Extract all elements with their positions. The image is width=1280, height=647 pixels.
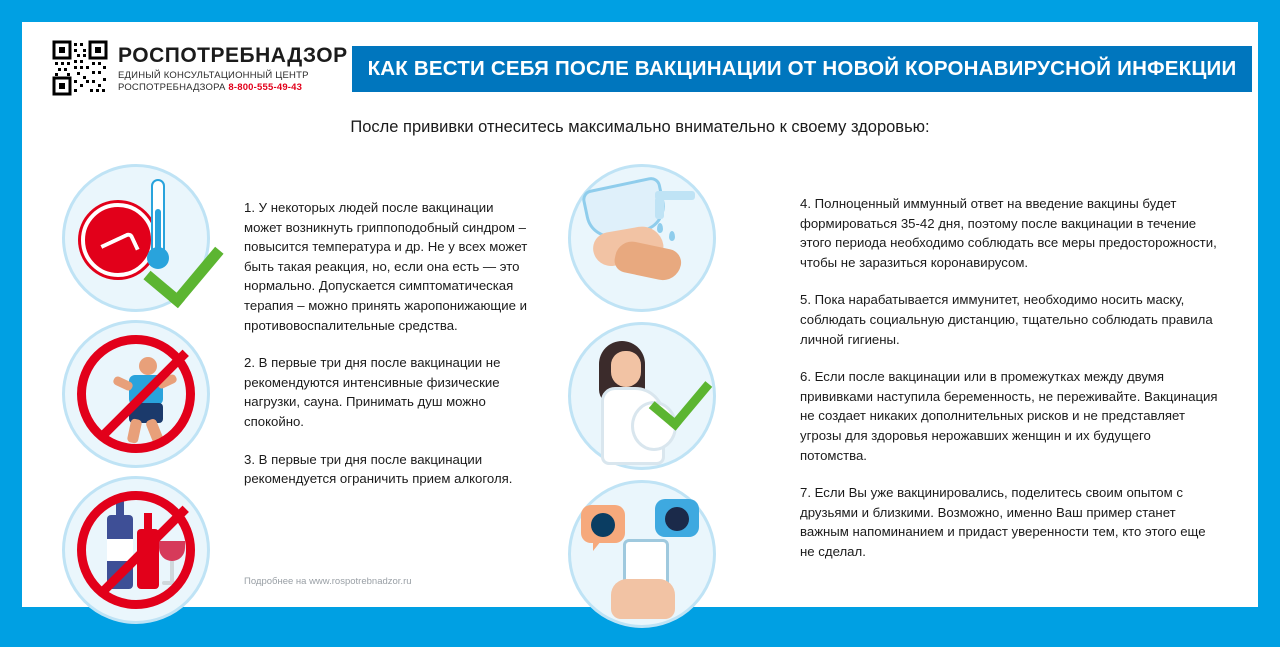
no-running-icon <box>62 320 210 468</box>
prohibition-sign-icon <box>77 491 195 609</box>
advice-item-1: 1. У некоторых людей после вакцинации может возникнуть гриппоподобный синдром – повысится температура и др. Не у всех может быть такая реакция, но, если она есть — это нормально. Допускается симптоматическая терапия – можно принять жаропонижающие и противовоспалительные средства. <box>244 200 528 333</box>
poster-inner <box>22 22 1258 607</box>
left-icon-column <box>62 164 222 632</box>
hand-icon <box>611 579 675 619</box>
advice-item-3: 3. В первые три дня после вакцинации рекомендуется ограничить прием алкоголя. <box>244 451 513 487</box>
advice-item-6: 6. Если после вакцинации или в промежутках между двумя прививками наступила беременность, не переживайте. Вакцинация не создает никаких дополнительных рисков и не представляет угрозы для здоровья нерожавших женщин и их будущего потомства. <box>800 369 1218 463</box>
poster-content <box>22 158 1258 607</box>
thermometer-gauge-icon <box>62 164 210 312</box>
page-title: КАК ВЕСТИ СЕБЯ ПОСЛЕ ВАКЦИНАЦИИ ОТ НОВОЙ КОРОНАВИРУСНОЙ ИНФЕКЦИИ <box>367 57 1237 80</box>
hand-icon <box>612 238 683 283</box>
qr-code-icon <box>52 40 108 96</box>
frame-top-border <box>0 0 1280 22</box>
middle-icon-column <box>552 164 772 638</box>
person-avatar-icon <box>665 507 689 531</box>
pregnant-woman-icon <box>568 322 716 470</box>
advice-item-4: 4. Полноценный иммунный ответ на введение вакцины будет формироваться 35-42 дня, поэтому после вакцинации в течение этого периода необходимо соблюдать все меры предосторожности, чтобы не заразиться коронавирусом. <box>800 196 1217 270</box>
title-banner <box>352 46 1252 92</box>
advice-item-5: 5. Пока нарабатывается иммунитет, необходимо носить маску, соблюдать социальную дистанцию, тщательно соблюдать правила личной гигиены. <box>800 292 1213 347</box>
no-alcohol-icon <box>62 476 210 624</box>
brand-subtitle-line2: РОСПОТРЕБНАДЗОРА <box>118 81 226 93</box>
handwashing-mask-icon <box>568 164 716 312</box>
smartphone-sharing-icon <box>568 480 716 628</box>
prohibition-sign-icon <box>77 335 195 453</box>
gauge-icon <box>81 203 155 277</box>
subtitle: После прививки отнеситесь максимально внимательно к своему здоровью: <box>350 118 930 136</box>
left-text-column <box>244 198 534 507</box>
advice-item-7: 7. Если Вы уже вакцинировались, поделитесь своим опытом с друзьями и близкими. Возможно, именно Ваш пример станет важным напоминанием и придаст уверенности тем, кто этого еще не сделал. <box>800 485 1206 559</box>
person-avatar-icon <box>591 513 615 537</box>
advice-item-2: 2. В первые три дня после вакцинации не рекомендуются интенсивные физические нагрузки, сауна. Принимать душ можно спокойно. <box>244 355 501 429</box>
hotline-phone: 8-800-555-49-43 <box>228 81 303 93</box>
poster-header <box>22 22 1258 108</box>
brand-subtitle <box>118 70 309 93</box>
source-note: Подробнее на www.rospotrebnadzor.ru <box>244 576 412 587</box>
brand-name: РОСПОТРЕБНАДЗОР <box>118 44 348 67</box>
right-text-column <box>800 194 1220 580</box>
frame-right-border <box>1258 0 1280 647</box>
logo-block <box>52 40 362 112</box>
brand-subtitle-line1: ЕДИНЫЙ КОНСУЛЬТАЦИОННЫЙ ЦЕНТР <box>118 70 309 81</box>
frame-left-border <box>0 0 22 647</box>
